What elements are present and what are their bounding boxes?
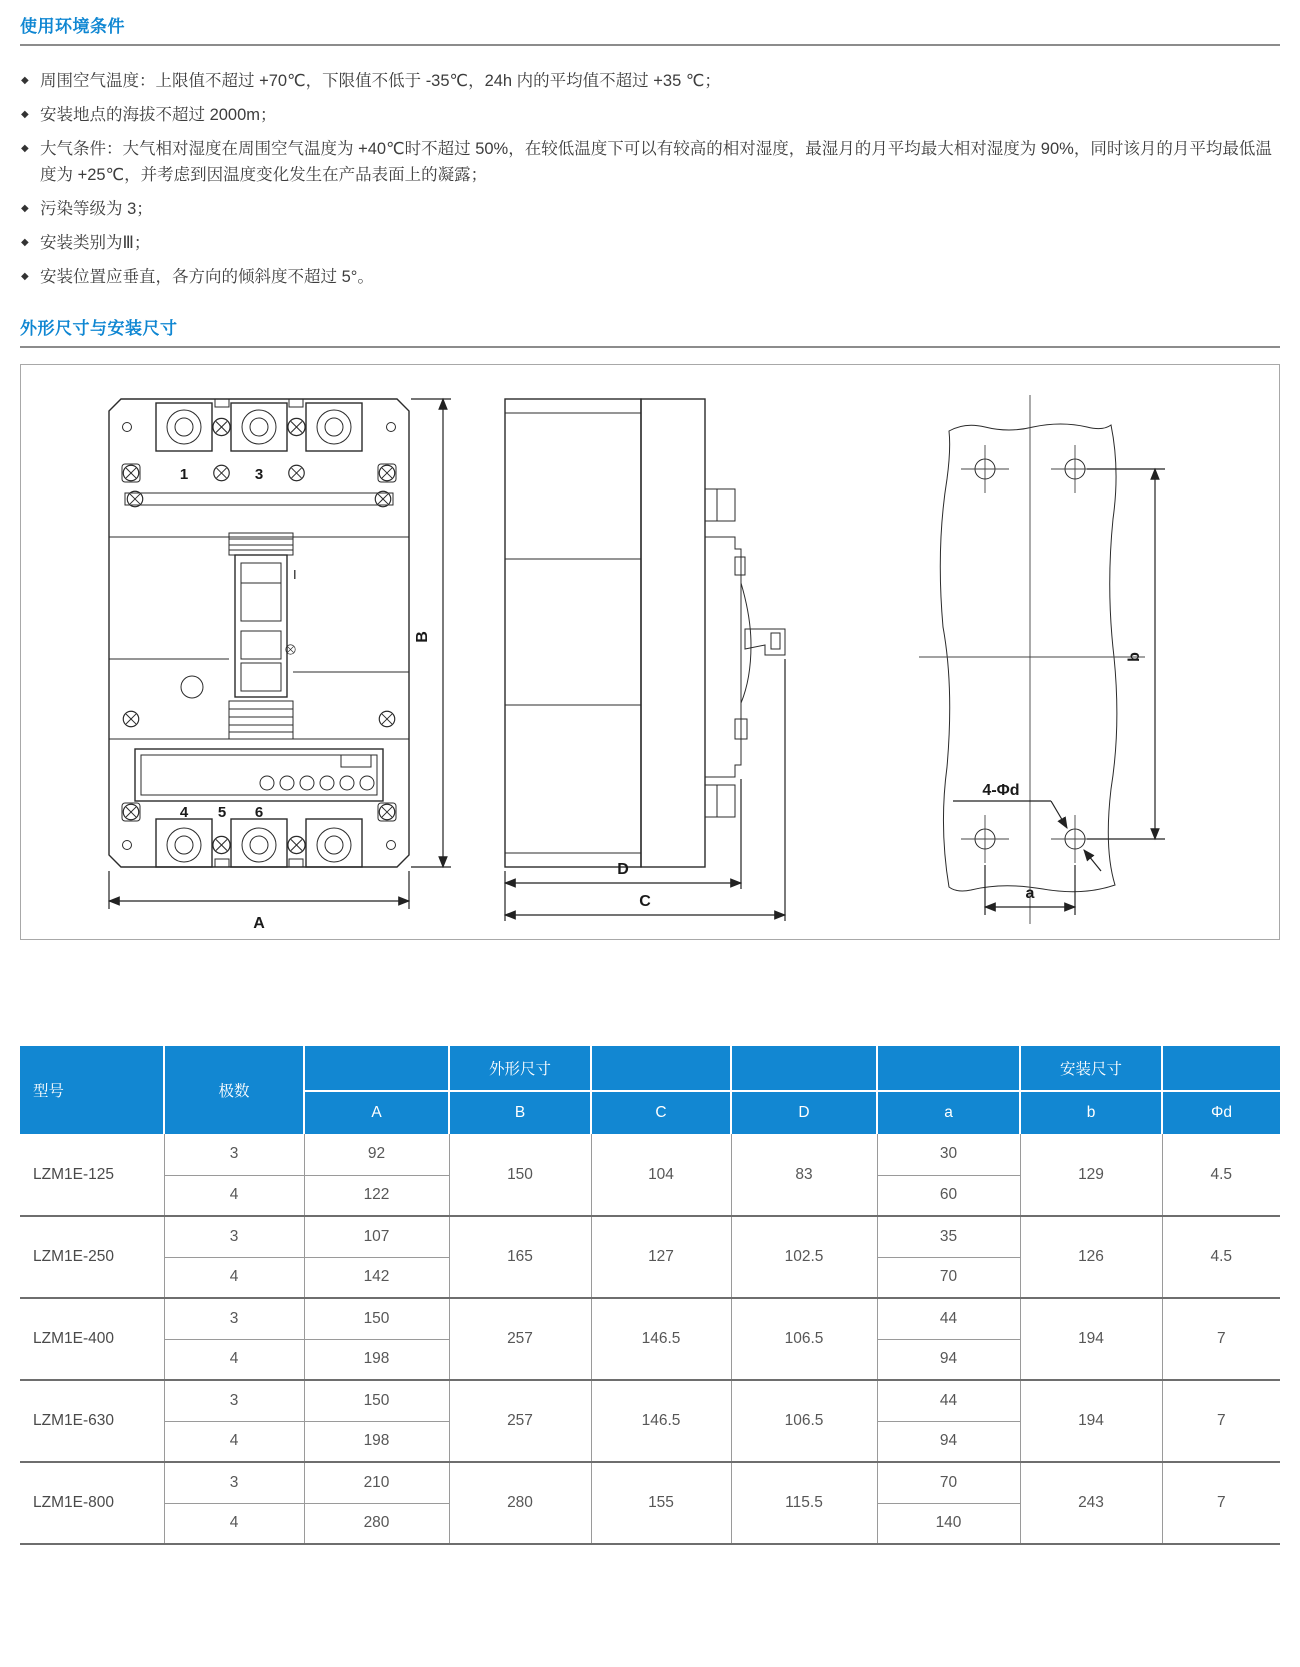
dim-C-cell: 155 [591, 1462, 731, 1544]
dim-a-cell: 94 [877, 1339, 1020, 1380]
dim-A-cell: 150 [304, 1380, 449, 1421]
header-spacer-cell [591, 1046, 731, 1091]
hole-diameter-callout [953, 782, 1101, 871]
env-condition-text: 安装地点的海拔不超过 2000m； [40, 106, 277, 124]
header-spacer-cell [731, 1046, 877, 1091]
handle-on-mark: I [293, 567, 297, 582]
dim-A-cell: 142 [304, 1257, 449, 1298]
header-col-B: B [449, 1091, 591, 1134]
env-condition-text: 污染等级为 3； [40, 200, 153, 218]
dim-D-cell: 83 [731, 1134, 877, 1216]
poles-cell: 3 [164, 1298, 304, 1339]
dim-A-cell: 210 [304, 1462, 449, 1503]
header-col-b: b [1020, 1091, 1162, 1134]
poles-cell: 4 [164, 1503, 304, 1544]
header-spacer-cell [1162, 1046, 1280, 1091]
model-cell: LZM1E-125 [20, 1134, 164, 1216]
section-title-dimensions: 外形尺寸与安装尺寸 [20, 319, 178, 338]
dim-a-cell: 35 [877, 1216, 1020, 1257]
poles-cell: 3 [164, 1216, 304, 1257]
env-condition-item [20, 196, 1280, 222]
dim-phid-cell: 7 [1162, 1462, 1280, 1544]
dim-label-D: D [617, 861, 629, 878]
dim-D-cell: 106.5 [731, 1298, 877, 1380]
table-row [20, 1216, 1280, 1257]
dim-label-B: B [414, 631, 431, 643]
header-outline-group: 外形尺寸 [449, 1046, 591, 1091]
dim-b-cell: 243 [1020, 1462, 1162, 1544]
dim-C-cell: 146.5 [591, 1298, 731, 1380]
env-condition-item [20, 230, 1280, 256]
dim-B-cell: 257 [449, 1380, 591, 1462]
header-col-D: D [731, 1091, 877, 1134]
dimension-drawings-box [20, 364, 1280, 940]
env-condition-item [20, 102, 1280, 128]
pole-label-3: 3 [254, 466, 264, 483]
section-title-environment: 使用环境条件 [20, 17, 125, 36]
tie-bar [125, 491, 393, 506]
header-mounting-group: 安装尺寸 [1020, 1046, 1162, 1091]
mounting-hole-pattern-drawing [893, 387, 1193, 932]
environment-conditions-list [20, 68, 1280, 290]
poles-cell: 3 [164, 1134, 304, 1175]
toggle-handle-mechanism [229, 533, 297, 739]
breaker-front-view-drawing [89, 387, 479, 932]
dim-b-cell: 194 [1020, 1298, 1162, 1380]
dim-a-cell: 60 [877, 1175, 1020, 1216]
dim-B-cell: 165 [449, 1216, 591, 1298]
dim-a-cell: 44 [877, 1298, 1020, 1339]
poles-cell: 3 [164, 1462, 304, 1503]
pole-label-5: 5 [217, 804, 227, 821]
dim-B-cell: 257 [449, 1298, 591, 1380]
env-condition-item [20, 68, 1280, 94]
dim-B-cell: 150 [449, 1134, 591, 1216]
env-condition-item [20, 264, 1280, 290]
env-condition-text: 周围空气温度：上限值不超过 +70℃，下限值不低于 -35℃，24h 内的平均值不超过 +35 ℃； [40, 72, 721, 90]
dim-A-cell: 107 [304, 1216, 449, 1257]
model-cell: LZM1E-630 [20, 1380, 164, 1462]
pole-number-row-bottom [122, 803, 396, 821]
pole-label-6: 6 [254, 804, 264, 821]
diamond-bullet-icon: ◆ [21, 271, 29, 282]
dim-C-cell: 127 [591, 1216, 731, 1298]
breaker-side-view-drawing [483, 387, 795, 932]
header-col-phid: Φd [1162, 1091, 1280, 1134]
dim-label-a: a [1025, 885, 1035, 902]
env-condition-text: 大气条件：大气相对湿度在周围空气温度为 +40℃时不超过 50%，在较低温度下可以有较高的相对湿度，最湿月的月平均最大相对湿度为 90%，同时该月的月平均最低温度为 +25℃，并考虑到因温度变化发生在产品表面上的凝露； [40, 140, 1272, 184]
poles-cell: 3 [164, 1380, 304, 1421]
header-col-C: C [591, 1091, 731, 1134]
diamond-bullet-icon: ◆ [21, 75, 29, 86]
poles-cell: 4 [164, 1339, 304, 1380]
header-model: 型号 [20, 1046, 164, 1134]
model-cell: LZM1E-250 [20, 1216, 164, 1298]
table-row [20, 1462, 1280, 1503]
side-profile-outline [505, 399, 785, 867]
diamond-bullet-icon: ◆ [21, 237, 29, 248]
dimension-A [109, 871, 409, 932]
diamond-bullet-icon: ◆ [21, 203, 29, 214]
dim-label-b: b [1126, 652, 1143, 662]
dimensions-table [20, 1046, 1280, 1545]
dim-D-cell: 115.5 [731, 1462, 877, 1544]
header-col-a: a [877, 1091, 1020, 1134]
header-spacer-cell [304, 1046, 449, 1091]
poles-cell: 4 [164, 1421, 304, 1462]
top-terminal-row [123, 403, 396, 451]
holes-label: 4-Φd [982, 782, 1020, 799]
dimension-b [1087, 469, 1165, 839]
dim-A-cell: 198 [304, 1421, 449, 1462]
section-rule [20, 346, 1280, 348]
dim-a-cell: 44 [877, 1380, 1020, 1421]
dim-a-cell: 140 [877, 1503, 1020, 1544]
poles-cell: 4 [164, 1257, 304, 1298]
table-row [20, 1380, 1280, 1421]
header-spacer-cell [877, 1046, 1020, 1091]
dim-A-cell: 92 [304, 1134, 449, 1175]
pole-label-1: 1 [179, 466, 189, 483]
dim-phid-cell: 7 [1162, 1380, 1280, 1462]
dim-b-cell: 126 [1020, 1216, 1162, 1298]
dim-A-cell: 150 [304, 1298, 449, 1339]
mounting-plate-outline [940, 424, 1117, 892]
header-poles: 极数 [164, 1046, 304, 1134]
dim-a-cell: 30 [877, 1134, 1020, 1175]
pole-number-row-top [122, 464, 396, 483]
table-row [20, 1298, 1280, 1339]
header-col-A: A [304, 1091, 449, 1134]
dim-B-cell: 280 [449, 1462, 591, 1544]
dim-b-cell: 194 [1020, 1380, 1162, 1462]
section-rule [20, 44, 1280, 46]
dim-C-cell: 104 [591, 1134, 731, 1216]
dim-A-cell: 122 [304, 1175, 449, 1216]
dim-a-cell: 70 [877, 1257, 1020, 1298]
dim-D-cell: 106.5 [731, 1380, 877, 1462]
nameplate-window [135, 749, 383, 801]
dim-a-cell: 94 [877, 1421, 1020, 1462]
dim-label-C: C [639, 893, 651, 910]
dim-a-cell: 70 [877, 1462, 1020, 1503]
env-condition-text: 安装位置应垂直，各方向的倾斜度不超过 5°。 [40, 268, 374, 286]
dim-C-cell: 146.5 [591, 1380, 731, 1462]
env-condition-item [20, 136, 1280, 188]
dim-label-A: A [253, 915, 265, 932]
diamond-bullet-icon: ◆ [21, 143, 29, 154]
model-cell: LZM1E-800 [20, 1462, 164, 1544]
bottom-terminal-row [123, 819, 396, 867]
dim-phid-cell: 4.5 [1162, 1134, 1280, 1216]
table-row [20, 1134, 1280, 1175]
dim-phid-cell: 7 [1162, 1298, 1280, 1380]
model-cell: LZM1E-400 [20, 1298, 164, 1380]
pole-label-4: 4 [179, 804, 189, 821]
dim-A-cell: 198 [304, 1339, 449, 1380]
dim-D-cell: 102.5 [731, 1216, 877, 1298]
trip-button [181, 676, 203, 698]
diamond-bullet-icon: ◆ [21, 109, 29, 120]
dim-phid-cell: 4.5 [1162, 1216, 1280, 1298]
dim-b-cell: 129 [1020, 1134, 1162, 1216]
dim-A-cell: 280 [304, 1503, 449, 1544]
poles-cell: 4 [164, 1175, 304, 1216]
env-condition-text: 安装类别为Ⅲ； [40, 234, 151, 252]
dimension-B [411, 399, 451, 867]
